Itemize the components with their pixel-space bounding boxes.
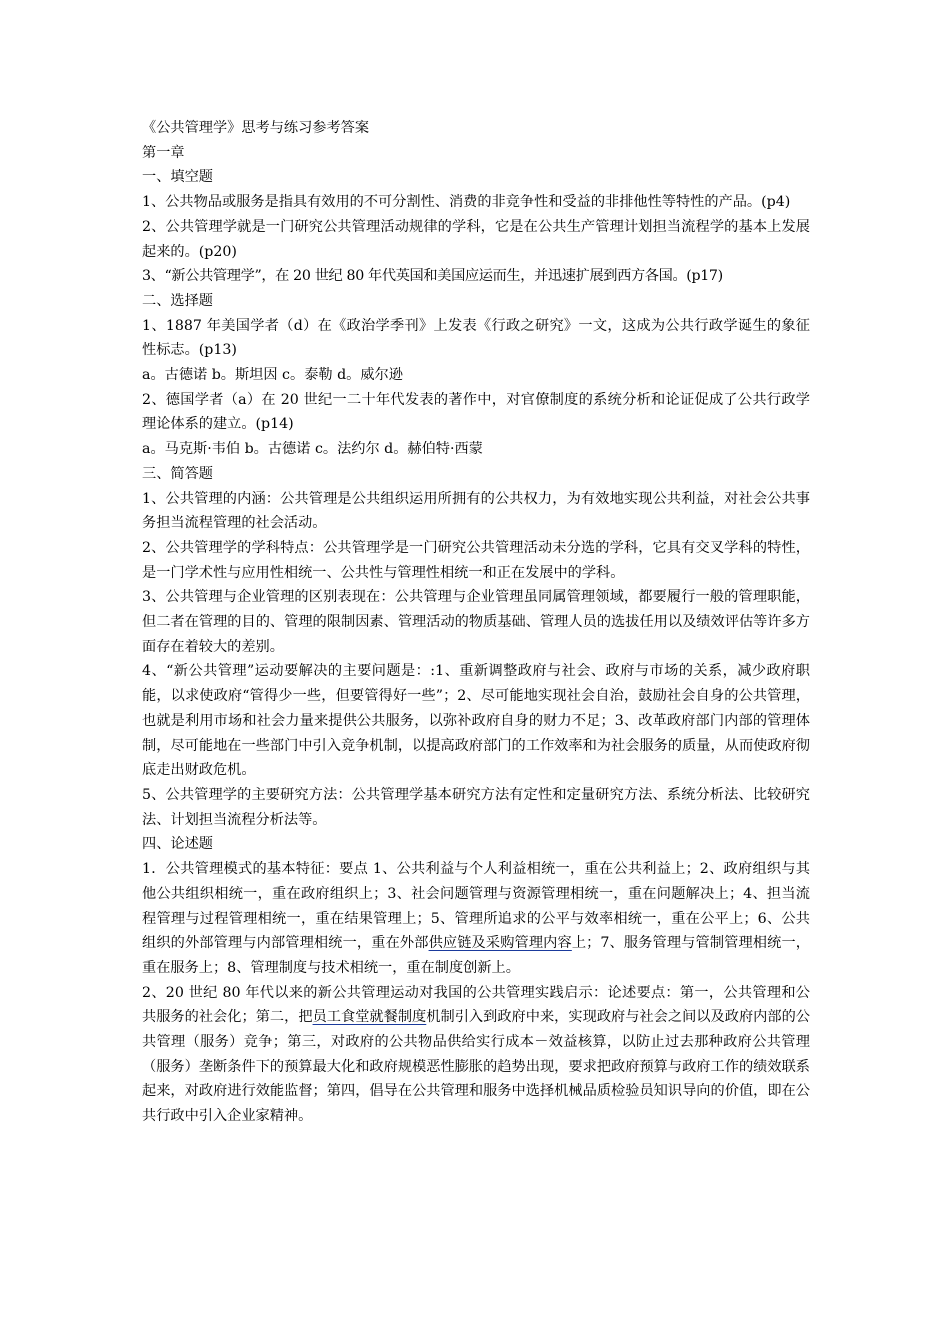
fill-in-q2: 2、公共管理学就是一门研究公共管理活动规律的学科，它是在公共生产管理计划担当流程学的基本上发展起来的。(p20) bbox=[142, 218, 810, 260]
choice-q2-options: a。马克斯·韦伯 b。古德诺 c。法约尔 d。赫伯特·西蒙 bbox=[142, 441, 483, 458]
essay-q2 bbox=[142, 981, 810, 1129]
document-body bbox=[142, 116, 810, 1129]
section-heading-short-answer: 三、简答题 bbox=[142, 465, 213, 482]
essay-q2-text-after: 机制引入到政府中来，实现政府与社会之间以及政府内部的公共管理（服务）竞争；第三，对政府的公共物品供给实行成本－效益核算，以防止过去那种政府公共管理（服务）垄断条件下的预算最大化和政府规模恶性膨胀的趋势出现，要求把政府预算与政府工作的绩效联系起来，对政府进行效能监督；第四，倡导在公共管理和服务中选择机械品质检验员知识导向的价值，即在公共行政中引入企业家精神。 bbox=[142, 1009, 810, 1125]
short-answer-q2: 2、公共管理学的学科特点：公共管理学是一门研究公共管理活动未分选的学科，它具有交叉学科的特性，是一门学术性与应用性相统一、公共性与管理性相统一和正在发展中的学科。 bbox=[142, 539, 810, 581]
choice-q1-options: a。古德诺 b。斯坦因 c。泰勒 d。威尔逊 bbox=[142, 367, 403, 384]
section-heading-fill-in: 一、填空题 bbox=[142, 169, 213, 186]
fill-in-q1: 1、公共物品或服务是指具有效用的不可分割性、消费的非竞争性和受益的非排他性等特性的产品。(p4) bbox=[142, 194, 791, 211]
essay-q2-text-before: 2、20 世纪 80 年代以来的新公共管理运动对我国的公共管理实践启示：论述要点：第一，公共管理和公共服务的社会化；第二，把 bbox=[142, 984, 810, 1026]
short-answer-q3: 3、公共管理与企业管理的区别表现在：公共管理与企业管理虽同属管理领域，都要履行一般的管理职能，但二者在管理的目的、管理的限制因素、管理活动的物质基础、管理人员的选拔任用以及绩效评估等许多方面存在着较大的差别。 bbox=[142, 589, 810, 655]
choice-q1: 1、1887 年美国学者（d）在《政治学季刊》上发表《行政之研究》一文，这成为公共行政学诞生的象征性标志。(p13) bbox=[142, 317, 810, 359]
essay-q1 bbox=[142, 857, 810, 981]
supply-chain-link[interactable]: 供应链及采购管理内容 bbox=[428, 935, 572, 952]
essay-q1-text-after: 上；7、服务管理与管制管理相统一，重在服务上；8、管理制度与技术相统一，重在制度创新上。 bbox=[142, 935, 810, 976]
section-heading-choice: 二、选择题 bbox=[142, 292, 213, 309]
short-answer-q1: 1、公共管理的内涵：公共管理是公共组织运用所拥有的公共权力，为有效地实现公共利益，对社会公共事务担当流程管理的社会活动。 bbox=[142, 490, 810, 532]
document-title: 《公共管理学》思考与练习参考答案 bbox=[142, 120, 370, 136]
short-answer-q4: 4、“新公共管理”运动要解决的主要问题是：:1、重新调整政府与社会、政府与市场的关系，减少政府职能，以求使政府“管得少一些，但要管得好一些”；2、尽可能地实现社会自治，鼓励社会自身的公共管理，也就是利用市场和社会力量来提供公共服务，以弥补政府自身的财力不足；3、改革政府部门内部的管理体制，尽可能地在一些部门中引入竞争机制，以提高政府部门的工作效率和为社会服务的质量，从而使政府彻底走出财政危机。 bbox=[142, 663, 810, 779]
section-heading-essay: 四、论述题 bbox=[142, 836, 213, 853]
fill-in-q3: 3、“新公共管理学”，在 20 世纪 80 年代英国和美国应运而生，并迅速扩展到西方各国。(p17) bbox=[142, 268, 723, 285]
staff-canteen-link[interactable]: 员工食堂就餐制度 bbox=[312, 1009, 427, 1026]
choice-q2: 2、德国学者（a）在 20 世纪一二十年代发表的著作中，对官僚制度的系统分析和论证促成了公共行政学理论体系的建立。(p14) bbox=[142, 391, 810, 433]
essay-q1-text-before: 1．公共管理模式的基本特征：要点 1、公共利益与个人利益相统一，重在公共利益上；2、政府组织与其他公共组织相统一，重在政府组织上；3、社会问题管理与资源管理相统一，重在问题解决上；4、担当流程管理与过程管理相统一，重在结果管理上；5、管理所追求的公平与效率相统一，重在公平上；6、公共组织的外部管理与内部管理相统一，重在外部 bbox=[142, 861, 810, 952]
short-answer-q5: 5、公共管理学的主要研究方法：公共管理学基本研究方法有定性和定量研究方法、系统分析法、比较研究法、计划担当流程分析法等。 bbox=[142, 786, 810, 828]
chapter-heading: 第一章 bbox=[142, 144, 185, 161]
